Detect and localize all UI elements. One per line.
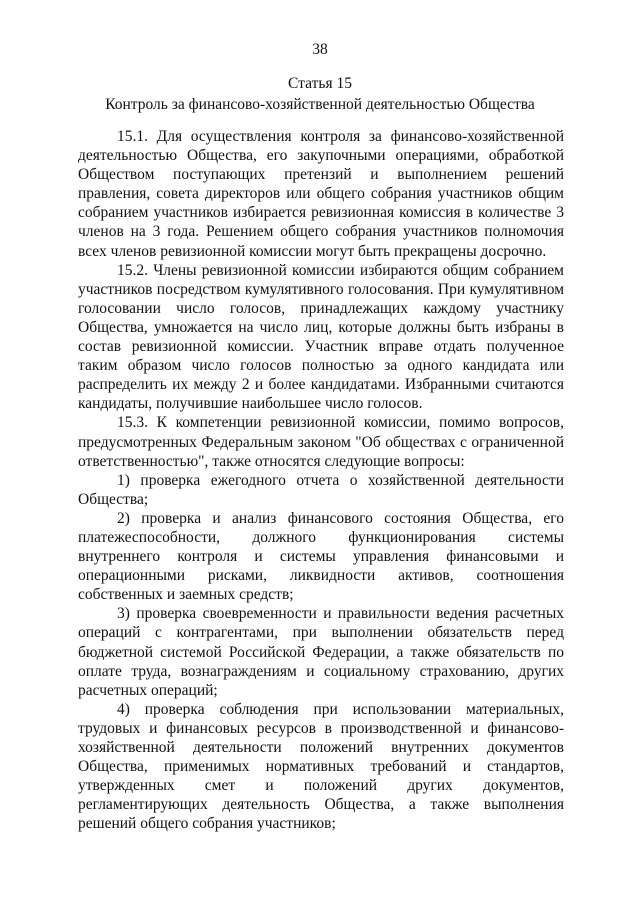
article-title: Статья 15	[288, 75, 352, 92]
list-item-2: 2) проверка и анализ финансового состояния Общества, его платежеспособности, должного функционирования системы внутреннего контроля и системы управления финансовыми и операционными рисками, ликвидности активов, соотношения собственных и заемных средств;	[78, 509, 564, 604]
article-heading	[0, 73, 640, 115]
paragraph-15-3: 15.3. К компетенции ревизионной комиссии, помимо вопросов, предусмотренных Федеральным законом "Об обществах с ограниченной ответственностью", также относятся следующие вопросы:	[78, 414, 564, 470]
list-item-1: 1) проверка ежегодного отчета о хозяйственной деятельности Общества;	[78, 471, 564, 508]
list-item-4: 4) проверка соблюдения при использовании материальных, трудовых и финансовых ресурсов в производственной и финансово-хозяйственной деятельности положений внутренних документов Общества, применимых нормативных требований и стандартов, утвержденных смет и положений других документов, регламентирующих деятельность Общества, а также выполнения решений общего собрания участников;	[78, 700, 564, 833]
paragraph-15-1: 15.1. Для осуществления контроля за финансово-хозяйственной деятельностью Общества, его закупочными операциями, обработкой Обществом поступающих претензий и выполнением решений правления, совета директоров или общего собрания участников общим собранием участников избирается ревизионная комиссия в количестве 3 членов на 3 года. Решением общего собрания участников полномочия всех членов ревизионной комиссии могут быть прекращены досрочно.	[78, 128, 564, 260]
article-body	[78, 127, 564, 833]
article-subtitle: Контроль за финансово-хозяйственной деятельностью Общества	[105, 96, 535, 113]
list-item-3: 3) проверка своевременности и правильности ведения расчетных операций с контрагентами, при выполнении обязательств перед бюджетной системой Российской Федерации, а также обязательств по оплате труда, вознаграждениям и социальному страхованию, других расчетных операций;	[78, 605, 564, 699]
paragraph-15-2: 15.2. Члены ревизионной комиссии избираются общим собранием участников посредством кумулятивного голосования. При кумулятивном голосовании число голосов, принадлежащих каждому участнику Общества, умножается на число лиц, которые должны быть избраны в состав ревизионной комиссии. Участник вправе отдать полученное таким образом число голосов полностью за одного кандидата или распределить их между 2 и более кандидатами. Избранными считаются кандидаты, получившие наибольшее число голосов.	[78, 261, 564, 413]
page-number: 38	[312, 41, 328, 58]
